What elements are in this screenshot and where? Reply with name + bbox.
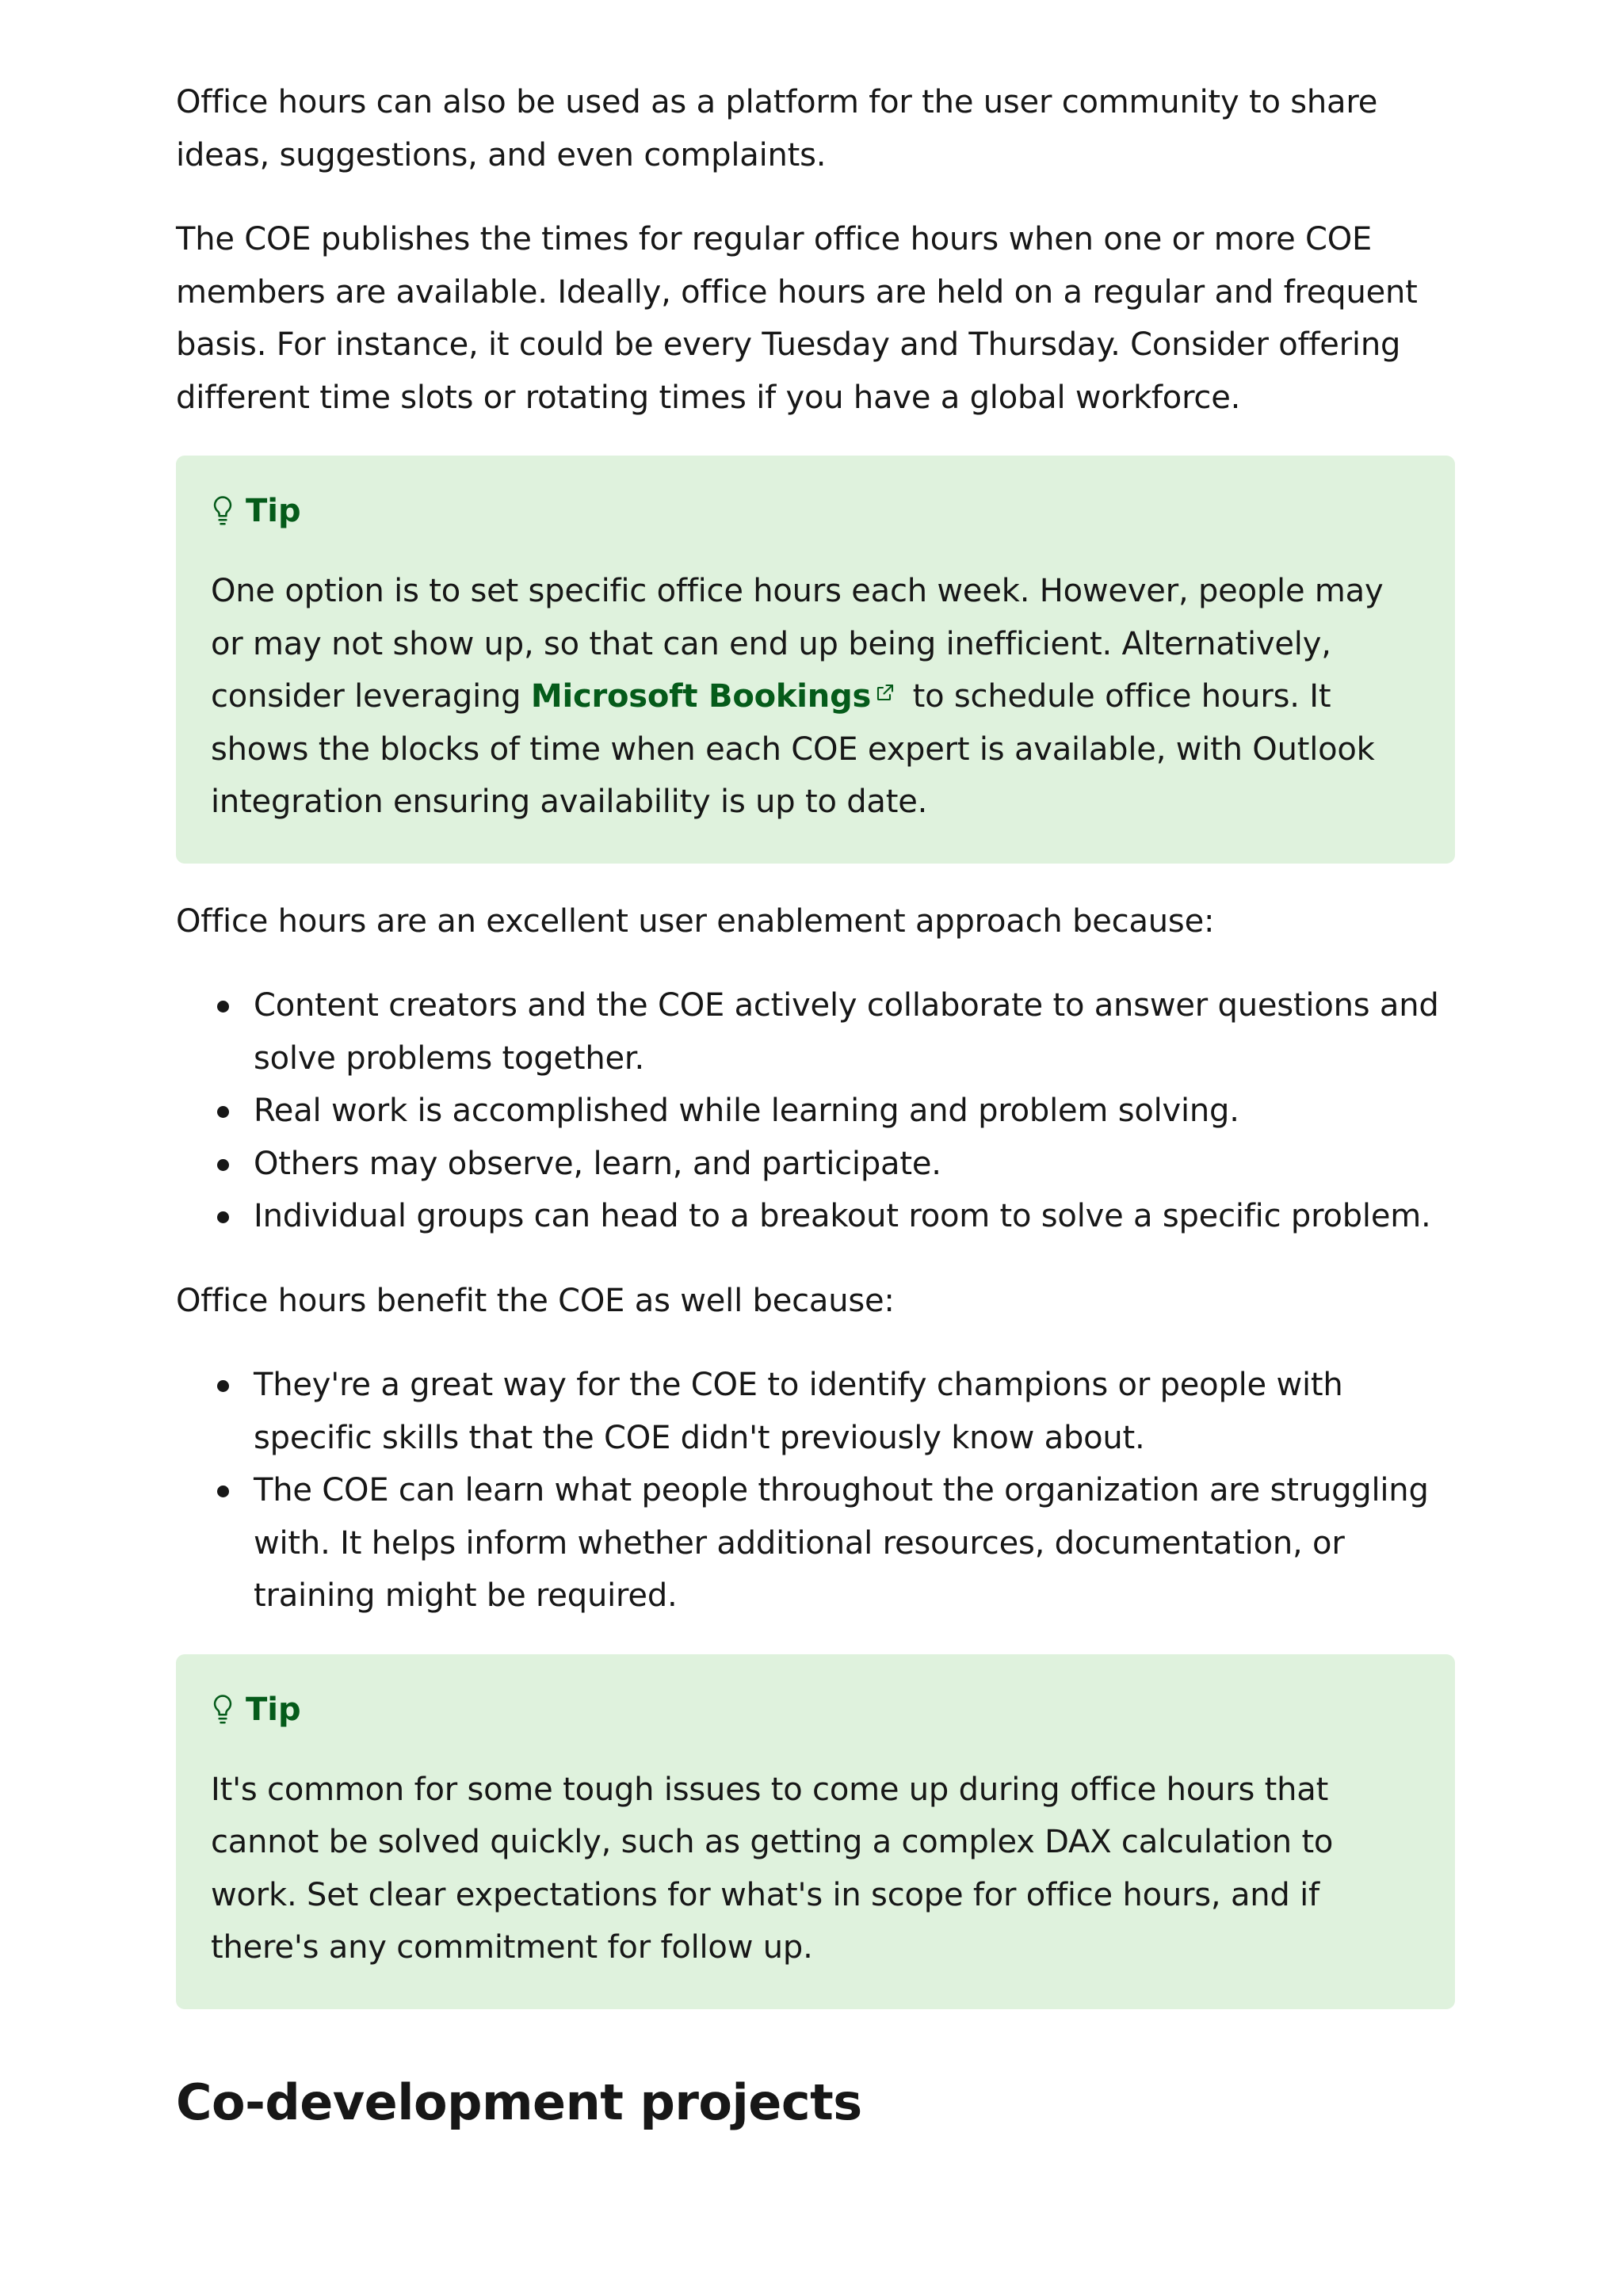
tip-title: Tip (246, 493, 301, 529)
paragraph-publishing-times: The COE publishes the times for regular office hours when one or more COE members are available. Ideally, office hours are held on a regular and frequent basis. For instance, it could be every Tuesday and Thursday. Consider offering different time slots or rotating times if you have a global workforce. (176, 221, 1418, 416)
enablement-reasons-list (176, 979, 1455, 1243)
list-item: The COE can learn what people throughout the organization are struggling with. It helps inform whether additional resources, documentation, or training might be required. (254, 1464, 1455, 1623)
external-link-icon (876, 683, 895, 702)
tip-body (211, 565, 1420, 829)
paragraph-community-platform: Office hours can also be used as a platform for the user community to share ideas, suggestions, and even complaints. (176, 84, 1378, 174)
tip-callout-bookings (176, 456, 1455, 864)
microsoft-bookings-link[interactable]: Microsoft Bookings (530, 678, 872, 715)
list-item: Real work is accomplished while learning and problem solving. (254, 1085, 1455, 1138)
list-item: Content creators and the COE actively collaborate to answer questions and solve problems together. (254, 979, 1455, 1085)
list-item: They're a great way for the COE to identify champions or people with specific skills that the COE didn't previously know about. (254, 1359, 1455, 1464)
tip-heading (211, 492, 1420, 530)
paragraph-enablement-intro: Office hours are an excellent user enablement approach because: (176, 902, 1215, 940)
tip-title: Tip (246, 1691, 301, 1728)
article-content (176, 76, 1455, 2134)
tip-text-before-link: One option is to set specific office hours each week. However, people may or may not show up, so that can end up being inefficient. Alternatively, consider leveraging (211, 573, 1384, 715)
lightbulb-icon (211, 1694, 235, 1726)
list-item: Individual groups can head to a breakout room to solve a specific problem. (254, 1190, 1455, 1243)
list-item: Others may observe, learn, and participate. (254, 1138, 1455, 1191)
lightbulb-icon (211, 495, 235, 527)
section-heading-co-development: Co-development projects (176, 2073, 862, 2131)
tip-text-after-link: to schedule office hours. It shows the blocks of time when each COE expert is available, with Outlook integration ensuring availability is up to date. (211, 678, 1375, 820)
tip-body: It's common for some tough issues to come up during office hours that cannot be solved quickly, such as getting a complex DAX calculation to work. Set clear expectations for what's in scope for office hours, and if there's any commitment for follow up. (211, 1771, 1334, 1966)
tip-heading (211, 1691, 1420, 1729)
paragraph-coe-benefits-intro: Office hours benefit the COE as well because: (176, 1282, 895, 1319)
coe-benefits-list (176, 1359, 1455, 1623)
tip-callout-expectations (176, 1654, 1455, 2009)
